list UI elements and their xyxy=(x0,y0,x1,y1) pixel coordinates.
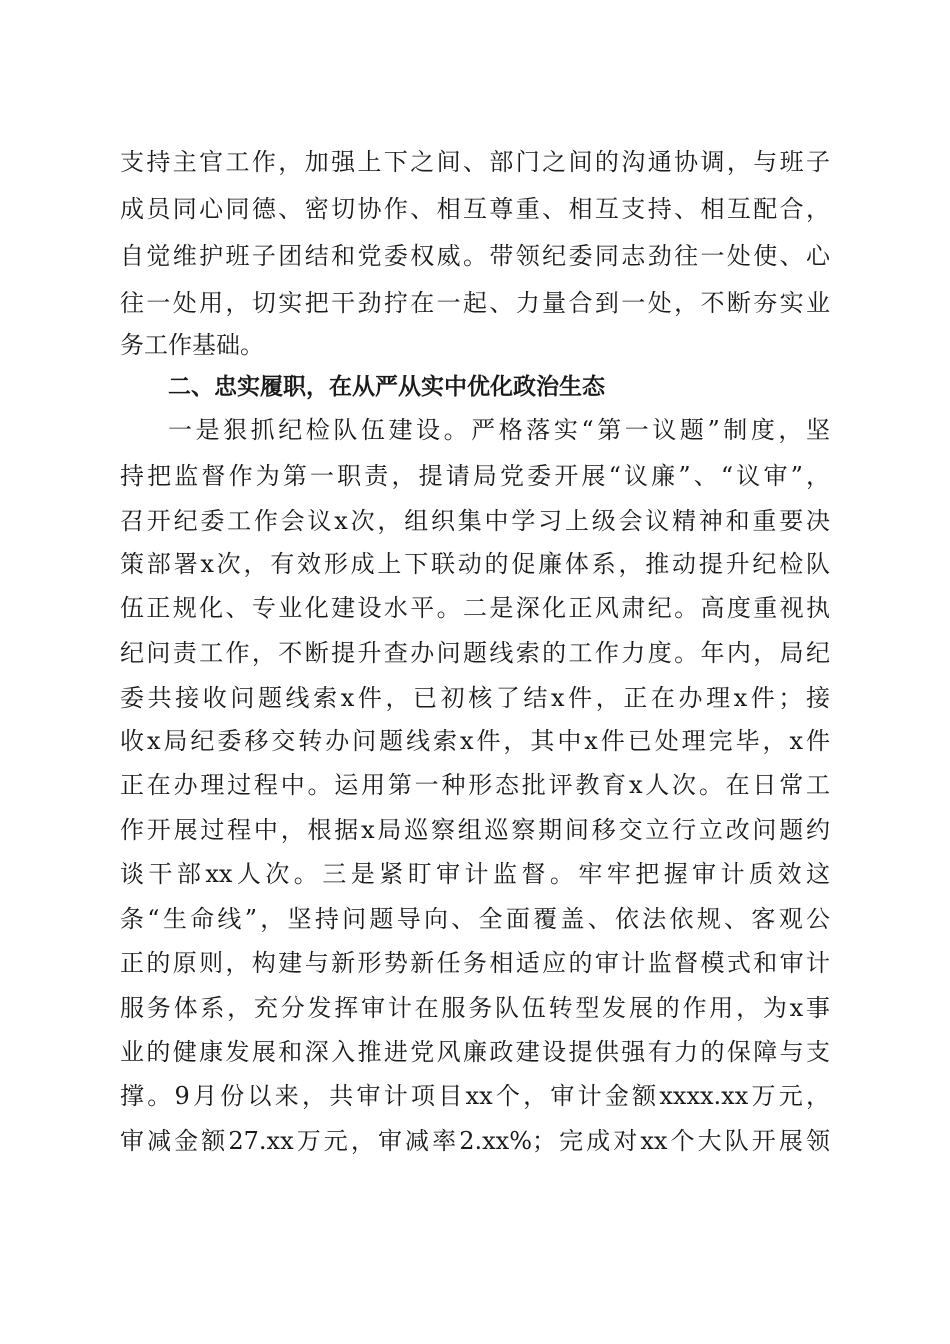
paragraph-line: 务工作基础。 xyxy=(120,331,264,359)
paragraph-line: 收x局纪委移交转办问题线索x件，其中x件已处理完毕，x件 xyxy=(120,727,830,755)
paragraph-line: 正在办理过程中。运用第一种形态批评教育x人次。在日常工 xyxy=(120,771,830,799)
paragraph-line: 持把监督作为第一职责，提请局党委开展“议廉”、“议审”， xyxy=(120,462,830,490)
paragraph-line: 伍正规化、专业化建设水平。二是深化正风肃纪。高度重视执 xyxy=(120,594,830,622)
paragraph-line: 一是狠抓纪检队伍建设。严格落实“第一议题”制度，坚 xyxy=(168,416,830,444)
section-heading: 二、忠实履职，在从严从实中优化政治生态 xyxy=(168,374,605,400)
paragraph-line: 纪问责工作，不断提升查办问题线索的工作力度。年内，局纪 xyxy=(120,639,830,667)
paragraph-line: 成员同心同德、密切协作、相互尊重、相互支持、相互配合， xyxy=(120,195,830,223)
paragraph-line: 业的健康发展和深入推进党风廉政建设提供强有力的保障与支 xyxy=(120,1038,830,1066)
paragraph-line: 条“生命线”，坚持问题导向、全面覆盖、依法依规、客观公 xyxy=(120,905,830,933)
paragraph-line: 往一处用，切实把干劲拧在一起、力量合到一处，不断夯实业 xyxy=(120,289,830,317)
paragraph-line: 支持主官工作，加强上下之间、部门之间的沟通协调，与班子 xyxy=(120,148,830,176)
paragraph-line: 召开纪委工作会议x次，组织集中学习上级会议精神和重要决 xyxy=(120,507,830,535)
paragraph-line: 撑。9月份以来，共审计项目xx个，审计金额xxxx.xx万元， xyxy=(120,1082,830,1110)
paragraph-line: 正的原则，构建与新形势新任务相适应的审计监督模式和审计 xyxy=(120,949,830,977)
paragraph-line: 作开展过程中，根据x局巡察组巡察期间移交立行立改问题约 xyxy=(120,816,830,844)
paragraph-line: 谈干部xx人次。三是紧盯审计监督。牢牢把握审计质效这 xyxy=(120,860,830,888)
paragraph-line: 服务体系，充分发挥审计在服务队伍转型发展的作用，为x事 xyxy=(120,994,830,1022)
paragraph-line: 策部署x次，有效形成上下联动的促廉体系，推动提升纪检队 xyxy=(120,550,830,578)
paragraph-line: 委共接收问题线索x件，已初核了结x件，正在办理x件；接 xyxy=(120,684,830,712)
paragraph-line: 自觉维护班子团结和党委权威。带领纪委同志劲往一处使、心 xyxy=(120,242,830,270)
paragraph-line: 审减金额27.xx万元，审减率2.xx%；完成对xx个大队开展领 xyxy=(120,1127,830,1155)
